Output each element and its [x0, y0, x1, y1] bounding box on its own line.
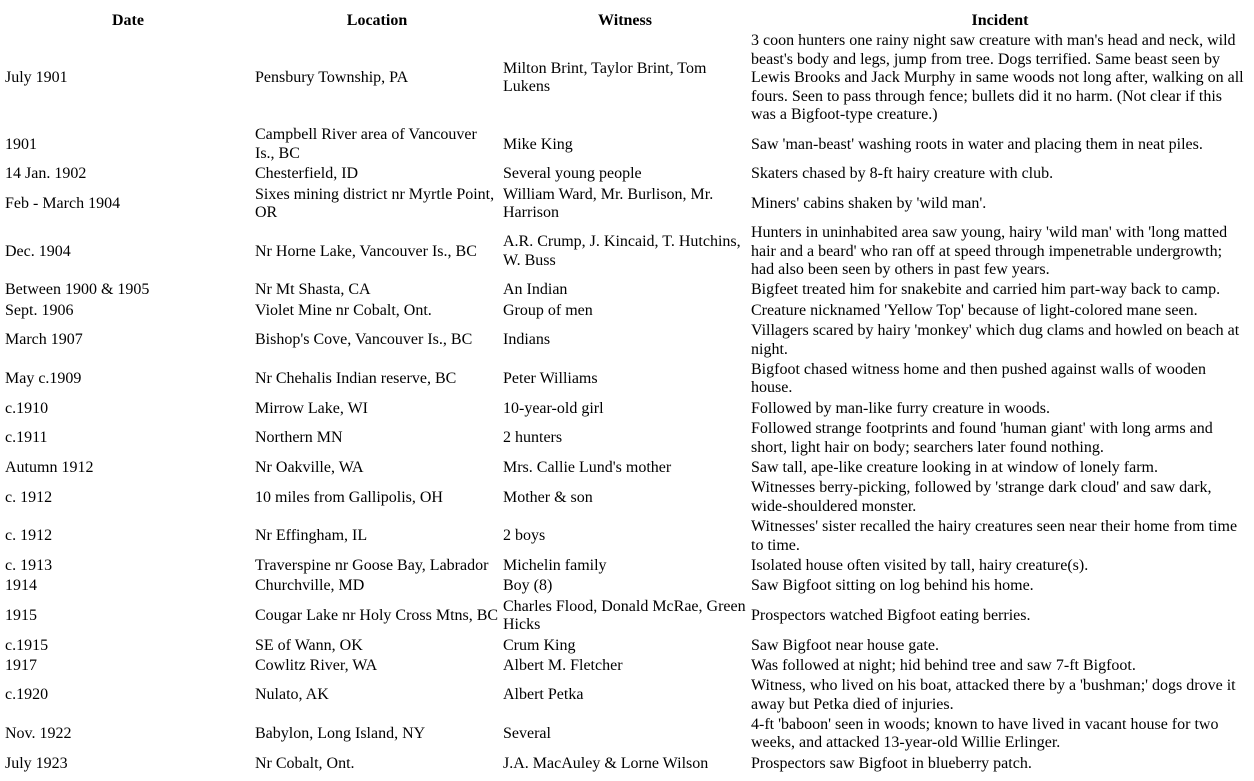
- cell-location: Churchville, MD: [255, 577, 365, 595]
- cell-witness: 2 boys: [503, 527, 546, 545]
- cell-incident: Was followed at night; hid behind tree and saw 7-ft Bigfoot.: [751, 656, 1136, 674]
- cell-incident: Followed by man-like furry creature in woods.: [751, 399, 1051, 417]
- cell-date: c.1911: [5, 429, 48, 447]
- cell-date: 1917: [5, 656, 37, 674]
- sightings-table-body: [4, 32, 1250, 773]
- cell-date: March 1907: [5, 331, 83, 349]
- cell-location: 10 miles from Gallipolis, OH: [255, 488, 443, 506]
- cell-incident: Skaters chased by 8-ft hairy creature with club.: [751, 165, 1054, 183]
- cell-date: 1901: [5, 135, 37, 153]
- cell-incident: Bigfoot chased witness home and then pushed against walls of wooden house.: [751, 361, 1207, 397]
- table-row: [4, 459, 1250, 477]
- cell-witness: William Ward, Mr. Burlison, Mr. Harrison: [503, 185, 714, 221]
- cell-date: c.1915: [5, 636, 49, 654]
- cell-location: Nr Mt Shasta, CA: [255, 281, 371, 299]
- cell-location: Cougar Lake nr Holy Cross Mtns, BC: [255, 606, 499, 624]
- cell-location: Bishop's Cove, Vancouver Is., BC: [255, 331, 473, 349]
- cell-date: c. 1912: [5, 527, 53, 545]
- header-row: [4, 12, 1250, 30]
- cell-witness: Charles Flood, Donald McRae, Green Hicks: [503, 597, 746, 634]
- table-row: [4, 557, 1250, 575]
- cell-witness: Boy (8): [503, 577, 553, 595]
- cell-incident: Prospectors watched Bigfoot eating berries.: [751, 606, 1031, 624]
- cell-incident: 3 coon hunters one rainy night saw creature with man's head and neck, wild beast's body and legs, jump from tree. Dogs terrified. Same beast seen by Lewis Brooks and Jack Murphy in same woods not long after, walking on all fours. Seen to pass through fence; bullets did it no harm. (Not clear if this was a Bigfoot-type creature.): [751, 32, 1244, 123]
- cell-witness: Michelin family: [503, 556, 607, 574]
- table-row: [4, 657, 1250, 675]
- column-header-witness: Witness: [598, 12, 652, 29]
- table-row: [4, 361, 1250, 398]
- table-row: [4, 755, 1250, 773]
- cell-date: Between 1900 & 1905: [5, 281, 150, 299]
- cell-witness: 2 hunters: [503, 429, 563, 447]
- table-row: [4, 677, 1250, 714]
- cell-date: 1914: [5, 577, 37, 595]
- cell-location: Cowlitz River, WA: [255, 656, 378, 674]
- cell-location: Sixes mining district nr Myrtle Point, OR: [255, 185, 495, 221]
- cell-location: Chesterfield, ID: [255, 165, 359, 183]
- cell-witness: Albert Petka: [503, 686, 584, 704]
- cell-date: c. 1912: [5, 488, 53, 506]
- table-row: [4, 302, 1250, 320]
- cell-witness: Group of men: [503, 301, 593, 319]
- cell-witness: J.A. MacAuley & Lorne Wilson: [503, 754, 709, 772]
- cell-location: Violet Mine nr Cobalt, Ont.: [255, 301, 432, 319]
- cell-date: c. 1913: [5, 556, 53, 574]
- cell-witness: Crum King: [503, 636, 576, 654]
- cell-incident: Saw 'man-beast' washing roots in water and placing them in neat piles.: [751, 135, 1203, 153]
- table-row: [4, 400, 1250, 418]
- cell-location: Traverspine nr Goose Bay, Labrador: [255, 556, 489, 574]
- cell-location: SE of Wann, OK: [255, 636, 363, 654]
- cell-location: Pensbury Township, PA: [255, 69, 409, 87]
- cell-incident: Bigfeet treated him for snakebite and carried him part-way back to camp.: [751, 281, 1221, 299]
- cell-witness: Peter Williams: [503, 370, 598, 388]
- cell-witness: A.R. Crump, J. Kincaid, T. Hutchins, W. Buss: [503, 233, 741, 269]
- cell-incident: Creature nicknamed 'Yellow Top' because of light-colored mane seen.: [751, 301, 1198, 319]
- table-row: [4, 32, 1250, 124]
- table-row: [4, 186, 1250, 223]
- column-header-incident: Incident: [971, 12, 1029, 29]
- table-row: [4, 577, 1250, 595]
- cell-witness: An Indian: [503, 281, 568, 299]
- cell-incident: Witness, who lived on his boat, attacked there by a 'bushman;' dogs drove it away but Petka died of injuries.: [751, 677, 1236, 713]
- cell-date: c.1910: [5, 399, 49, 417]
- cell-witness: Albert M. Fletcher: [503, 656, 623, 674]
- table-row: [4, 479, 1250, 516]
- cell-incident: Saw tall, ape-like creature looking in at window of lonely farm.: [751, 458, 1158, 476]
- cell-incident: Witnesses' sister recalled the hairy creatures seen near their home from time to time.: [751, 518, 1238, 554]
- cell-incident: Hunters in uninhabited area saw young, hairy 'wild man' with 'long matted hair and a beard' who ran off at speed through impenetrable undergrowth; had also been seen by others in past few years.: [751, 224, 1228, 279]
- table-row: [4, 224, 1250, 279]
- cell-witness: Mrs. Callie Lund's mother: [503, 458, 672, 476]
- table-row: [4, 598, 1250, 635]
- cell-date: Sept. 1906: [5, 301, 74, 319]
- cell-location: Mirrow Lake, WI: [255, 399, 368, 417]
- cell-witness: Mother & son: [503, 488, 593, 506]
- cell-witness: Milton Brint, Taylor Brint, Tom Lukens: [503, 59, 707, 96]
- table-row: [4, 281, 1250, 299]
- cell-location: Nr Effingham, IL: [255, 527, 368, 545]
- table-row: [4, 637, 1250, 655]
- cell-incident: Prospectors saw Bigfoot in blueberry patch.: [751, 754, 1032, 772]
- table-row: [4, 322, 1250, 359]
- cell-date: Feb - March 1904: [5, 194, 121, 212]
- cell-incident: Witnesses berry-picking, followed by 'strange dark cloud' and saw dark, wide-shouldered monster.: [751, 479, 1212, 515]
- cell-incident: Saw Bigfoot sitting on log behind his home.: [751, 577, 1034, 595]
- cell-date: Dec. 1904: [5, 242, 71, 260]
- cell-location: Nr Chehalis Indian reserve, BC: [255, 370, 457, 388]
- cell-date: Nov. 1922: [5, 725, 72, 743]
- cell-witness: 10-year-old girl: [503, 399, 604, 417]
- cell-date: July 1923: [5, 754, 68, 772]
- cell-witness: Mike King: [503, 135, 573, 153]
- cell-date: May c.1909: [5, 370, 82, 388]
- cell-date: July 1901: [5, 69, 68, 87]
- table-row: [4, 165, 1250, 183]
- column-header-location: Location: [346, 12, 408, 29]
- cell-location: Babylon, Long Island, NY: [255, 725, 426, 743]
- cell-incident: Villagers scared by hairy 'monkey' which dug clams and howled on beach at night.: [751, 322, 1240, 358]
- sightings-table: [2, 10, 1252, 775]
- cell-witness: Indians: [503, 331, 551, 349]
- cell-witness: Several young people: [503, 165, 642, 183]
- cell-date: Autumn 1912: [5, 458, 94, 476]
- cell-location: Campbell River area of Vancouver Is., BC: [255, 126, 477, 162]
- cell-location: Nr Horne Lake, Vancouver Is., BC: [255, 242, 477, 260]
- cell-location: Nr Oakville, WA: [255, 458, 364, 476]
- cell-location: Nr Cobalt, Ont.: [255, 754, 355, 772]
- cell-incident: 4-ft 'baboon' seen in woods; known to have lived in vacant house for two weeks, and attacked 13-year-old Willie Erlinger.: [751, 716, 1219, 752]
- table-row: [4, 126, 1250, 163]
- cell-incident: Miners' cabins shaken by 'wild man'.: [751, 194, 987, 212]
- cell-date: c.1920: [5, 686, 49, 704]
- cell-date: 14 Jan. 1902: [5, 165, 87, 183]
- cell-incident: Saw Bigfoot near house gate.: [751, 636, 939, 654]
- table-row: [4, 716, 1250, 753]
- cell-incident: Followed strange footprints and found 'human giant' with long arms and short, light hair on body; searchers later found nothing.: [751, 420, 1213, 456]
- cell-incident: Isolated house often visited by tall, hairy creature(s).: [751, 556, 1089, 574]
- cell-location: Nulato, AK: [255, 686, 329, 704]
- cell-date: 1915: [5, 606, 37, 624]
- cell-witness: Several: [503, 725, 551, 743]
- column-header-date: Date: [112, 12, 144, 29]
- sightings-table-header: [4, 12, 1250, 30]
- cell-location: Northern MN: [255, 429, 343, 447]
- table-row: [4, 420, 1250, 457]
- table-row: [4, 518, 1250, 555]
